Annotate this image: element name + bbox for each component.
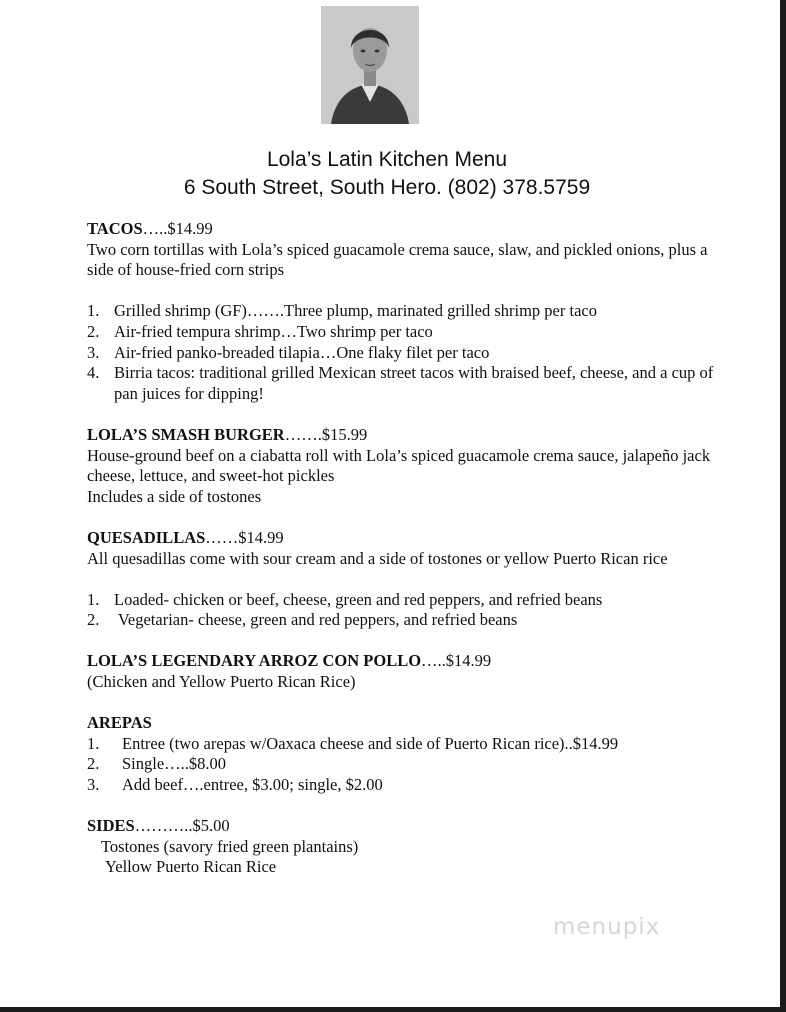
list-item: 3. Add beef….entree, $3.00; single, $2.00	[87, 775, 383, 795]
arroz-title: LOLA’S LEGENDARY ARROZ CON POLLO	[87, 651, 422, 671]
list-item: 3. Air-fried panko-breaded tilapia…One flaky filet per taco	[87, 342, 490, 362]
burger-note: Includes a side of tostones	[87, 486, 262, 506]
arepas-section	[87, 713, 727, 795]
quesadillas-section	[87, 528, 727, 631]
address-line: 6 South Street, South Hero. (802) 378.5759	[183, 176, 591, 199]
list-item: 1. Loaded- chicken or beef, cheese, green and red peppers, and refried beans	[87, 589, 603, 609]
arroz-section	[87, 651, 727, 692]
menu-header	[0, 146, 774, 202]
burger-description: House-ground beef on a ciabatta roll with Lola’s spiced guacamole crema sauce, jalapeño jack cheese, lettuce, and sweet-hot pickles	[87, 445, 711, 486]
list-item: 4. Birria tacos: traditional grilled Mexican street tacos with braised beef, cheese, and a cup of pan juices for dipping!	[87, 363, 714, 403]
quesadillas-price: ……$14.99	[205, 527, 284, 547]
burger-price: …….$15.99	[284, 424, 368, 444]
sides-title: SIDES	[87, 816, 135, 836]
tacos-title: TACOS	[87, 219, 143, 238]
arepas-title: AREPAS	[87, 713, 152, 733]
arroz-price: …..$14.99	[421, 651, 492, 671]
sides-price: ………..$5.00	[134, 816, 230, 836]
menupix-watermark: menupix	[553, 914, 661, 940]
list-item: Tostones (savory fried green plantains)	[101, 836, 359, 856]
list-item: Yellow Puerto Rican Rice	[105, 857, 277, 877]
tacos-description: Two corn tortillas with Lola’s spiced guacamole crema sauce, slaw, and pickled onions, plus a side of house-fried corn strips	[87, 239, 708, 280]
tacos-list	[87, 301, 727, 404]
sides-section	[87, 816, 727, 878]
menu-content	[87, 219, 727, 878]
page-edge-right	[780, 0, 786, 1012]
arepas-list	[87, 734, 727, 796]
tacos-price: …..$14.99	[142, 219, 213, 238]
portrait-photo	[321, 6, 419, 124]
tacos-section	[87, 219, 727, 404]
list-item: 2. Vegetarian- cheese, green and red peppers, and refried beans	[87, 610, 518, 630]
list-item: 1. Entree (two arepas w/Oaxaca cheese and side of Puerto Rican rice)..$14.99	[87, 733, 619, 753]
quesadillas-description: All quesadillas come with sour cream and a side of tostones or yellow Puerto Rican rice	[87, 548, 668, 568]
list-item: 2. Air-fried tempura shrimp…Two shrimp per taco	[87, 321, 433, 341]
arroz-description: (Chicken and Yellow Puerto Rican Rice)	[87, 672, 356, 692]
burger-title: LOLA’S SMASH BURGER	[87, 424, 285, 444]
page-edge-bottom	[0, 1007, 786, 1012]
quesadillas-title: QUESADILLAS	[87, 527, 206, 547]
list-item: 2. Single…..$8.00	[87, 754, 227, 774]
list-item: 1. Grilled shrimp (GF)…….Three plump, marinated grilled shrimp per taco	[87, 301, 597, 321]
quesadillas-list	[87, 590, 727, 631]
burger-section	[87, 425, 727, 507]
menu-title: Lola’s Latin Kitchen Menu	[266, 148, 508, 171]
